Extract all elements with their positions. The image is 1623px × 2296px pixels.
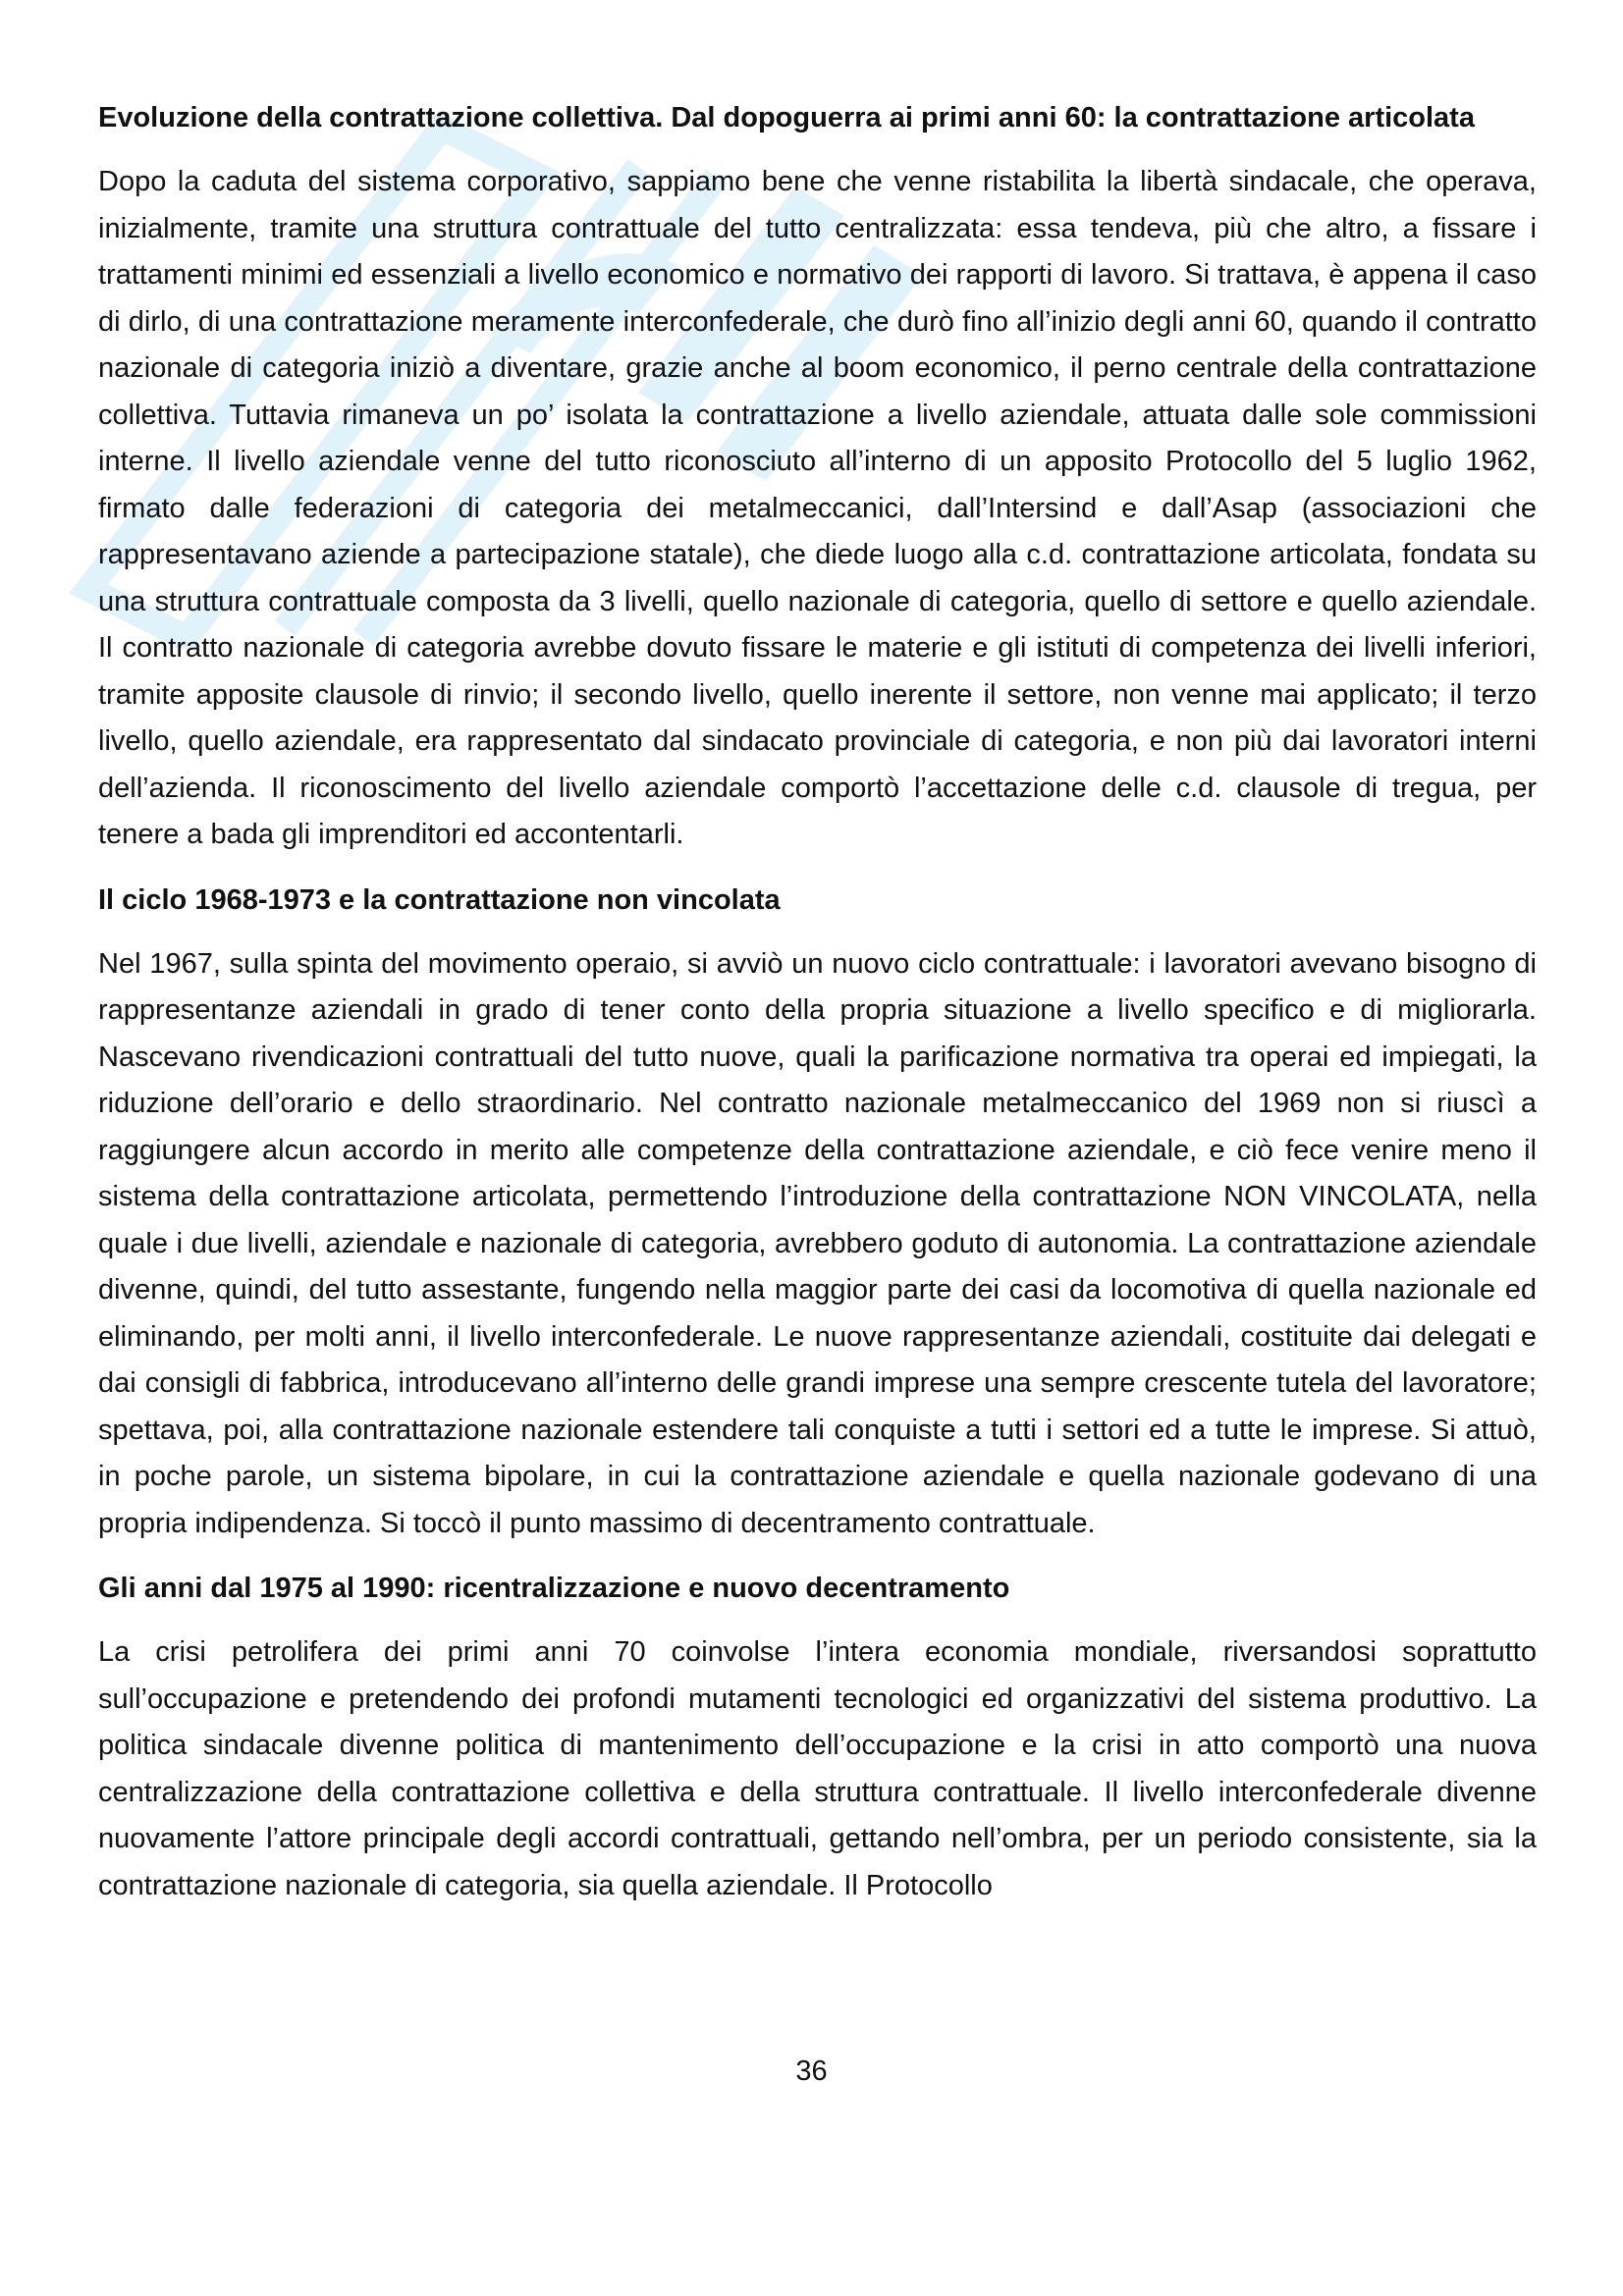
- page-number: 36: [795, 2056, 828, 2087]
- document-body: [98, 98, 1537, 1931]
- section-contrattazione-non-vincolata: [98, 881, 1537, 1548]
- section-heading: Evoluzione della contrattazione collettiva. Dal dopoguerra ai primi anni 60: la contrattazione articolata: [98, 102, 1475, 133]
- section-contrattazione-articolata: [98, 98, 1537, 859]
- section-ricentralizzazione: [98, 1569, 1537, 1909]
- section-paragraph: La crisi petrolifera dei primi anni 70 coinvolse l’intera economia mondiale, riversandosi soprattutto sull’occupazione e pretendendo dei profondi mutamenti tecnologici ed organizzativi del sistema produttivo. La politica sindacale divenne politica di mantenimento dell’occupazione e la crisi in atto comportò una nuova centralizzazione della contrattazione collettiva e della struttura contrattuale. Il livello interconfederale divenne nuovamente l’attore principale degli accordi contrattuali, gettando nell’ombra, per un periodo consistente, sia la contrattazione nazionale di categoria, sia quella aziendale. Il Protocollo: [98, 1636, 1537, 1901]
- section-paragraph: Nel 1967, sulla spinta del movimento operaio, si avviò un nuovo ciclo contrattuale: i lavoratori avevano bisogno di rappresentanze aziendali in grado di tener conto della propria situazione a livello specifico e di migliorarla. Nascevano rivendicazioni contrattuali del tutto nuove, quali la parificazione normativa tra operai ed impiegati, la riduzione dell’orario e dello straordinario. Nel contratto nazionale metalmeccanico del 1969 non si riuscì a raggiungere alcun accordo in merito alle competenze della contrattazione aziendale, e ciò fece venire meno il sistema della contrattazione articolata, permettendo l’introduzione della contrattazione NON VINCOLATA, nella quale i due livelli, aziendale e nazionale di categoria, avrebbero goduto di autonomia. La contrattazione aziendale divenne, quindi, del tutto assestante, fungendo nella maggior parte dei casi da locomotiva di quella nazionale ed eliminando, per molti anni, il livello interconfederale. Le nuove rappresentanze aziendali, costituite dai delegati e dai consigli di fabbrica, introducevano all’interno delle grandi imprese una sempre crescente tutela del lavoratore; spettava, poi, alla contrattazione nazionale estendere tali conquiste a tutti i settori ed a tutte le imprese. Si attuò, in poche parole, un sistema bipolare, in cui la contrattazione aziendale e quella nazionale godevano di una propria indipendenza. Si toccò il punto massimo di decentramento contrattuale.: [98, 947, 1537, 1539]
- section-heading: Gli anni dal 1975 al 1990: ricentralizzazione e nuovo decentramento: [98, 1573, 1010, 1604]
- section-heading: Il ciclo 1968-1973 e la contrattazione non vincolata: [98, 883, 781, 916]
- section-paragraph: Dopo la caduta del sistema corporativo, sappiamo bene che venne ristabilita la libertà sindacale, che operava, inizialmente, tramite una struttura contrattuale del tutto centralizzata: essa tendeva, più che altro, a fissare i trattamenti minimi ed essenziali a livello economico e normativo dei rapporti di lavoro. Si trattava, è appena il caso di dirlo, di una contrattazione meramente interconfederale, che durò fino all’inizio degli anni 60, quando il contratto nazionale di categoria iniziò a diventare, grazie anche al boom economico, il perno centrale della contrattazione collettiva. Tuttavia rimaneva un po’ isolata la contrattazione a livello aziendale, attuata dalle sole commissioni interne. Il livello aziendale venne del tutto riconosciuto all’interno di un apposito Protocollo del 5 luglio 1962, firmato dalle federazioni di categoria dei metalmeccanici, dall’Intersind e dall’Asap (associazioni che rappresentavano aziende a partecipazione statale), che diede luogo alla c.d. contrattazione articolata, fondata su una struttura contrattuale composta da 3 livelli, quello nazionale di categoria, quello di settore e quello aziendale. Il contratto nazionale di categoria avrebbe dovuto fissare le materie e gli istituti di competenza dei livelli inferiori, tramite apposite clausole di rinvio; il secondo livello, quello inerente il settore, non venne mai applicato; il terzo livello, quello aziendale, era rappresentato dal sindacato provinciale di categoria, e non più dai lavoratori interni dell’azienda. Il riconoscimento del livello aziendale comportò l’accettazione delle c.d. clausole di tregua, per tenere a bada gli imprenditori ed accontentarli.: [98, 166, 1537, 850]
